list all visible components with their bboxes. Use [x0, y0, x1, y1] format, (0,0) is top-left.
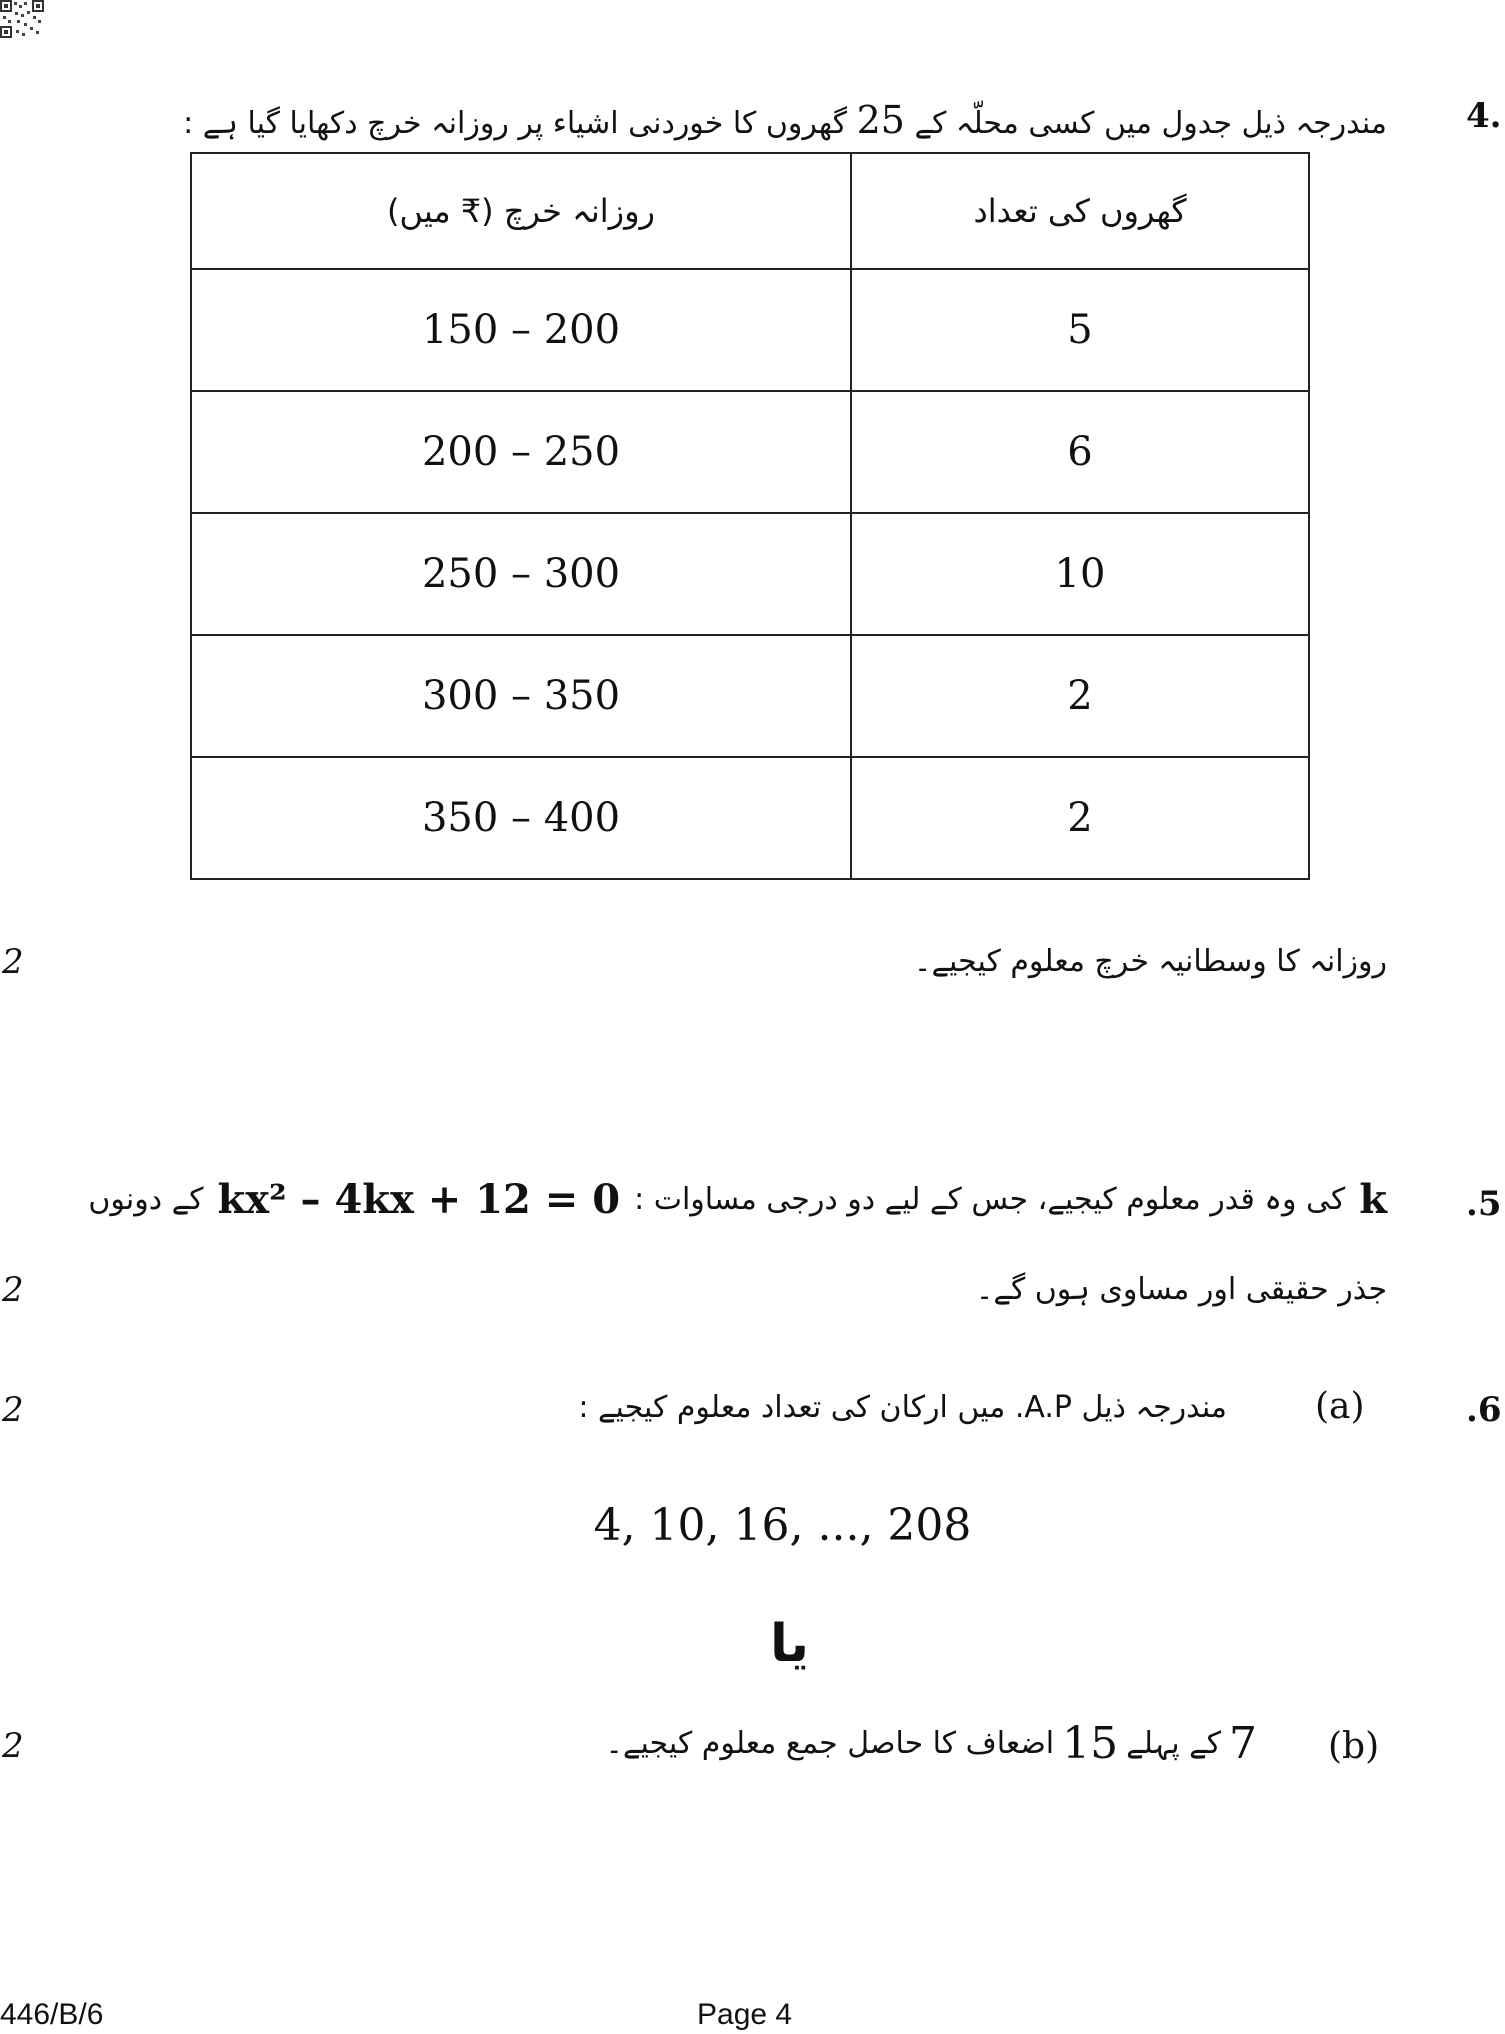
- expense-cell: 350 – 400: [191, 757, 851, 879]
- expense-cell: 300 – 350: [191, 635, 851, 757]
- table-row: [191, 635, 1309, 757]
- table-row: [191, 757, 1309, 879]
- households-cell: 2: [851, 635, 1309, 757]
- quadratic-equation: kx² – 4kx + 12 = 0: [217, 1176, 621, 1223]
- table-row: [191, 269, 1309, 391]
- part-a-label: (a): [1315, 1386, 1365, 1427]
- part-b-text-before: کے پہلے: [1126, 1726, 1221, 1761]
- number-fifteen: 15: [1062, 1718, 1119, 1769]
- expense-frequency-table: [190, 152, 1310, 880]
- household-count: 25: [856, 98, 905, 142]
- question-6-number: .6: [1466, 1390, 1502, 1430]
- question-5-text-part-1: کی وہ قدر معلوم کیجیے، جس کے لیے دو درجی مساوات :: [634, 1182, 1346, 1217]
- question-5-text-part-2: کے دونوں: [88, 1182, 204, 1217]
- part-b-text-after: اضعاف کا حاصل جمع معلوم کیجیے۔: [605, 1726, 1055, 1761]
- question-4-number: 4.: [1466, 96, 1502, 136]
- households-cell: 6: [851, 391, 1309, 513]
- part-b-marks: 2: [2, 1726, 24, 1766]
- question-4-instruction: روزانہ کا وسطانیہ خرچ معلوم کیجیے۔: [913, 944, 1387, 979]
- table-row: [191, 391, 1309, 513]
- qr-code-icon: [0, 0, 44, 38]
- households-cell: 2: [851, 757, 1309, 879]
- expense-cell: 200 – 250: [191, 391, 851, 513]
- question-5-text-line-2: جذر حقیقی اور مساوی ہوں گے۔: [975, 1272, 1387, 1307]
- expense-cell: 150 – 200: [191, 269, 851, 391]
- question-5-line-1: [88, 1176, 1387, 1223]
- or-separator: یا: [770, 1614, 810, 1674]
- table-row: [191, 513, 1309, 635]
- part-b-label: (b): [1328, 1726, 1380, 1767]
- part-a-text: مندرجہ ذیل A.P. میں ارکان کی تعداد معلوم کیجیے :: [578, 1390, 1227, 1425]
- households-cell: 5: [851, 269, 1309, 391]
- header-number-of-households: گھروں کی تعداد: [851, 153, 1309, 269]
- question-4-intro-before: مندرجہ ذیل جدول میں کسی محلّہ کے: [914, 106, 1387, 141]
- variable-k: k: [1359, 1176, 1387, 1223]
- question-5-number: .5: [1466, 1184, 1502, 1224]
- households-cell: 10: [851, 513, 1309, 635]
- number-seven: 7: [1229, 1718, 1257, 1769]
- table-header-row: [191, 153, 1309, 269]
- question-4-marks: 2: [2, 942, 24, 982]
- question-4-intro: [183, 98, 1387, 142]
- expense-cell: 250 – 300: [191, 513, 851, 635]
- header-daily-expense: روزانہ خرچ (₹ میں): [191, 153, 851, 269]
- question-5-marks: 2: [2, 1270, 24, 1310]
- page-number: Page 4: [697, 1998, 793, 2031]
- question-4-intro-after: گھروں کا خوردنی اشیاء پر روزانہ خرچ دکھایا گیا ہے :: [183, 106, 848, 141]
- paper-code: 446/B/6: [0, 1998, 104, 2031]
- part-b-text: [605, 1718, 1257, 1769]
- ap-sequence: 4, 10, 16, ..., 208: [593, 1500, 972, 1551]
- part-a-marks: 2: [2, 1390, 24, 1430]
